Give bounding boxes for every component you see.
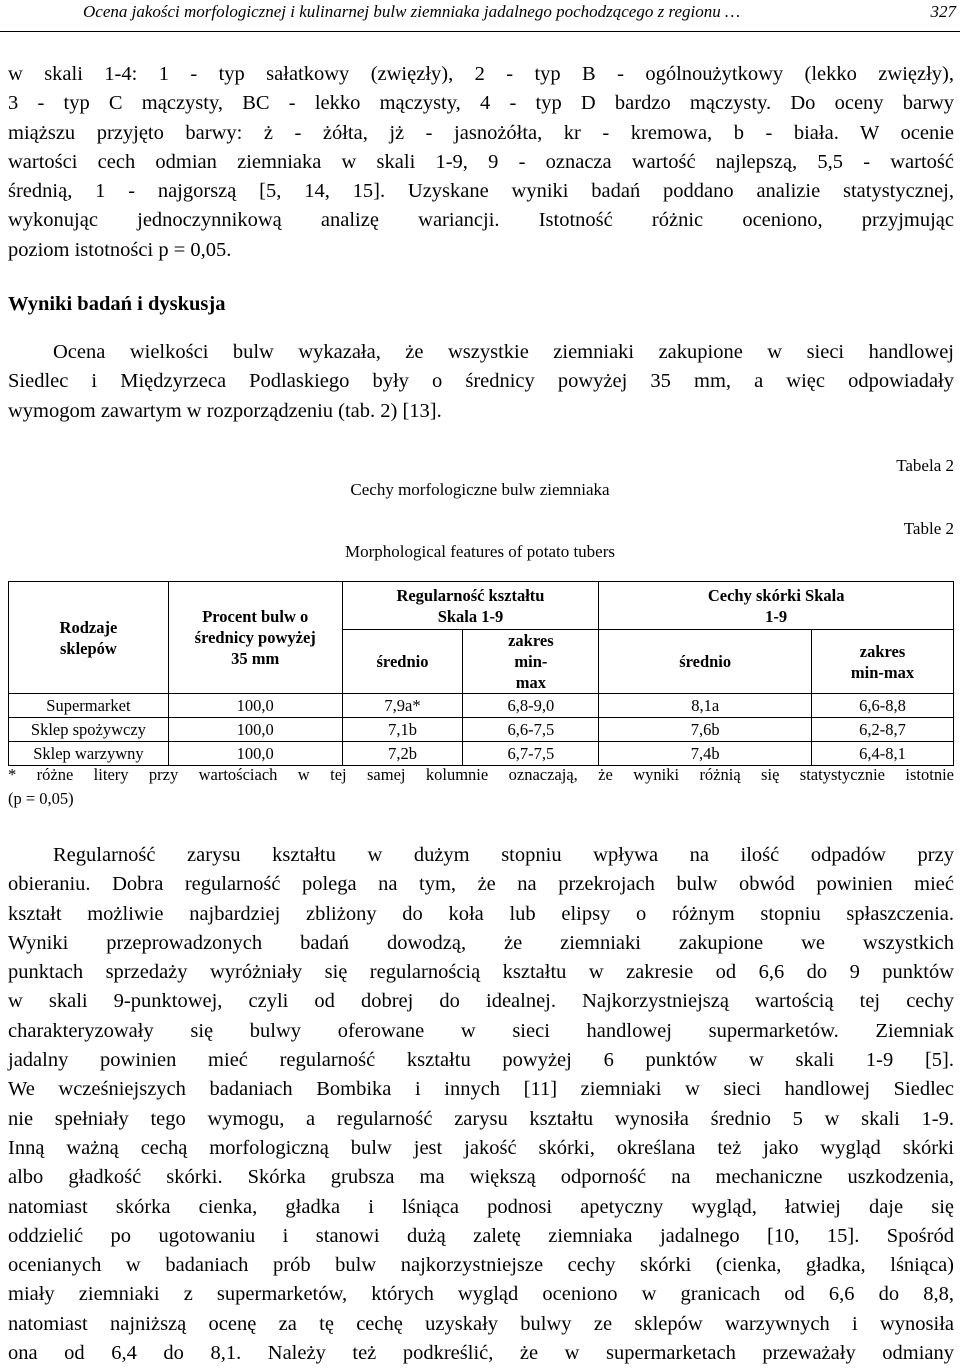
cell-shape-mean: 7,9a*: [342, 694, 463, 718]
col-skin-mean-header: średnio: [599, 630, 812, 694]
text-line: wykonując jednoczynnikową analizę wariancji. Istotność różnic oceniono, przyjmując: [8, 209, 954, 232]
table-footnote: [8, 763, 954, 811]
text-line: natomiast skórka cienka, gładka i lśniąca podnosi apetyczny wygląd, łatwiej daje się: [8, 1195, 954, 1218]
col-skin-range-header: zakres min-max: [812, 630, 954, 694]
footnote-line: (p = 0,05): [8, 789, 74, 808]
header-rule: [0, 31, 960, 32]
text-line: poziom istotności p = 0,05.: [8, 238, 232, 261]
text-line: albo gładkość skórki. Skórka grubsza ma większą odporność na mechaniczne uszkodzenia,: [8, 1166, 954, 1189]
section-heading: Wyniki badań i dyskusja: [8, 293, 226, 315]
running-title: Ocena jakości morfologicznej i kulinarnej bulw ziemniaka jadalnego pochodzącego z regionu …: [83, 2, 741, 21]
table-caption-en: Morphological features of potato tubers: [344, 542, 616, 561]
text-line: natomiast najniższą ocenę za tę cechę uzyskały bulwy ze sklepów warzywnych i wynosiła: [8, 1312, 954, 1335]
text-line: Inną ważną cechą morfologiczną bulw jest jakość skórki, określana też jako wygląd skórki: [8, 1136, 954, 1159]
cell-skin-range: 6,2-8,7: [812, 718, 954, 742]
table-label-en: Table 2: [903, 519, 954, 538]
cell-shape-range: 6,8-9,0: [463, 694, 599, 718]
cell-shape-range: 6,7-7,5: [463, 742, 599, 766]
cell-skin-mean: 7,4b: [599, 742, 812, 766]
text-line: miąższu przyjęto barwy: ż - żółta, jż - jasnożółta, kr - kremowa, b - biała. W ocenie: [8, 121, 954, 144]
text-line: Wyniki przeprowadzonych badań dowodzą, że ziemniaki zakupione we wszystkich: [8, 931, 954, 954]
morphology-table: [8, 581, 954, 766]
cell-size: 100,0: [168, 694, 342, 718]
text-line: charakteryzowały się bulwy oferowane w sieci handlowej supermarketów. Ziemniak: [8, 1019, 954, 1042]
table-row: [9, 694, 954, 718]
table-row: [9, 718, 954, 742]
col-store-header: Rodzaje sklepów: [9, 582, 169, 694]
cell-skin-range: 6,4-8,1: [812, 742, 954, 766]
text-line: Regularność zarysu kształtu w dużym stopniu wpływa na ilość odpadów przy: [53, 844, 954, 866]
text-line: ona od 6,4 do 8,1. Należy też podkreślić, że w supermarketach przeważały odmiany: [8, 1342, 954, 1365]
text-line: w skali 1-4: 1 - typ sałatkowy (zwięzły), 2 - typ B - ogólnoużytkowy (lekko zwięzły),: [8, 63, 954, 85]
cell-store: Sklep spożywczy: [9, 718, 169, 742]
discussion-paragraph: [8, 841, 954, 1368]
text-line: Siedlec i Międzyrzeca Podlaskiego były o średnicy powyżej 35 mm, a więc odpowiadały: [8, 370, 954, 393]
cell-shape-mean: 7,1b: [342, 718, 463, 742]
text-line: wymogom zawartym w rozporządzeniu (tab. 2) [13].: [8, 399, 442, 422]
text-line: oddzielić po ugotowaniu i stanowi dużą zaletę ziemniaka jadalnego [10, 15]. Spośród: [8, 1224, 954, 1247]
text-line: miały ziemniaki z supermarketów, których wygląd oceniono w granicach od 6,6 do 8,8,: [8, 1283, 954, 1306]
cell-skin-mean: 8,1a: [599, 694, 812, 718]
cell-store: Sklep warzywny: [9, 742, 169, 766]
table-header-row: [9, 582, 954, 630]
cell-size: 100,0: [168, 742, 342, 766]
text-line: nie spełniały tego wymogu, a regularność zarysu kształtu wynosiła średnio 5 w skali 1-9.: [8, 1107, 954, 1130]
text-line: jadalny powinien mieć regularność kształtu powyżej 6 punktów w skali 1-9 [5].: [8, 1049, 954, 1072]
cell-store: Supermarket: [9, 694, 169, 718]
text-line: We wcześniejszych badaniach Bombika i innych [11] ziemniaki w sieci handlowej Siedlec: [8, 1078, 954, 1101]
text-line: Ocena wielkości bulw wykazała, że wszystkie ziemniaki zakupione w sieci handlowej: [53, 341, 954, 363]
table-label-pl: Tabela 2: [896, 456, 954, 475]
text-line: obieraniu. Dobra regularność polega na tym, że na przekrojach bulw obwód powinien mieć: [8, 873, 954, 896]
cell-shape-range: 6,6-7,5: [463, 718, 599, 742]
table-row: [9, 742, 954, 766]
results-intro-paragraph: [8, 338, 954, 426]
methods-paragraph: [8, 60, 954, 265]
col-skin-group-header: Cechy skórki Skala 1-9: [599, 582, 954, 630]
text-line: średnią, 1 - najgorszą [5, 14, 15]. Uzyskane wyniki badań poddano analizie statystycznej,: [8, 180, 954, 203]
col-shape-group-header: Regularność kształtu Skala 1-9: [342, 582, 599, 630]
table-caption-pl: Cechy morfologiczne bulw ziemniaka: [350, 480, 610, 499]
page-number: 327: [930, 2, 956, 21]
text-line: w skali 9-punktowej, czyli od dobrej do idealnej. Najkorzystniejszą wartością tej cechy: [8, 990, 954, 1013]
text-line: punktach sprzedaży wyróżniały się regularnością kształtu w zakresie od 6,6 do 9 punktów: [8, 961, 954, 984]
cell-shape-mean: 7,2b: [342, 742, 463, 766]
text-line: 3 - typ C mączysty, BC - lekko mączysty, 4 - typ D bardzo mączysty. Do oceny barwy: [8, 92, 954, 115]
cell-skin-mean: 7,6b: [599, 718, 812, 742]
col-shape-mean-header: średnio: [342, 630, 463, 694]
col-size-header: Procent bulw o średnicy powyżej 35 mm: [168, 582, 342, 694]
col-shape-range-header: zakres min-max: [463, 630, 599, 694]
cell-size: 100,0: [168, 718, 342, 742]
text-line: wartości cech odmian ziemniaka w skali 1-9, 9 - oznacza wartość najlepszą, 5,5 - wartość: [8, 150, 954, 173]
cell-skin-range: 6,6-8,8: [812, 694, 954, 718]
text-line: ocenianych w badaniach prób bulw najkorzystniejsze cechy skórki (cienka, gładka, lśniąca): [8, 1254, 954, 1277]
text-line: kształt możliwie najbardziej zbliżony do koła lub elipsy o różnym stopniu spłaszczenia.: [8, 902, 954, 925]
footnote-line: * różne litery przy wartościach w tej samej kolumnie oznaczają, że wyniki różnią się statystycznie istotnie: [8, 765, 954, 784]
running-header: [0, 0, 960, 30]
